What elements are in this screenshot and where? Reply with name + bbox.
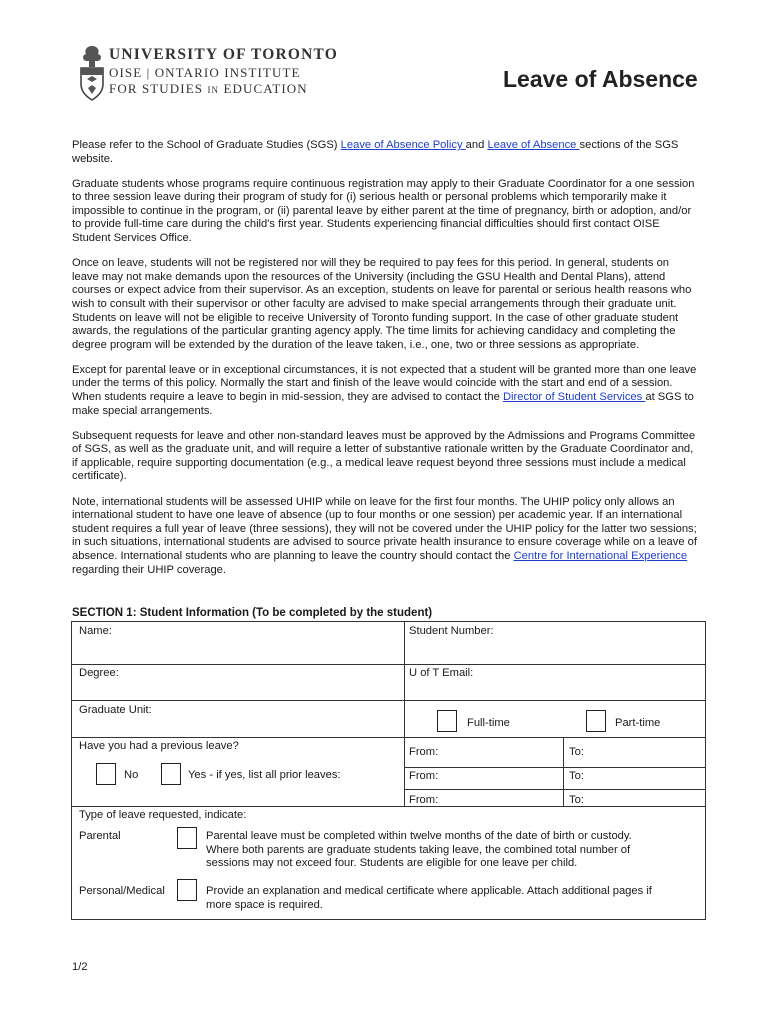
personal-medical-checkbox[interactable] [177, 879, 197, 901]
to-label: To: [569, 746, 584, 758]
director-student-services-link[interactable]: Director of Student Services [502, 391, 646, 403]
leave-policy-link[interactable]: Leave of Absence Policy [340, 139, 466, 151]
to-label: To: [569, 794, 584, 806]
instructions [72, 139, 698, 589]
on-leave-paragraph: Once on leave, students will not be registered nor will they be required to pay fees for this period. In general, students on leave may not make demands upon the resources of the University (including the GSU Health and Dental Plans), attend courses or expect advice from their supervisor. As an exception, students on leave for parental or serious health reasons who wish to consult with their supervisor or other faculty are advised to make special arrangements through their graduate unit. Students on leave will not be eligible to receive University of Toronto funding support. In the case of other graduate student awards, the regulations of the particular granting agency apply. The time limits for achieving candidacy and completing the degree program will be extended by the duration of the leave taken, i.e., one, two or three sessions as appropriate. [72, 257, 692, 351]
logo-institute-name: OISE | ONTARIO INSTITUTE [109, 65, 301, 80]
international-experience-link[interactable]: Centre for International Experience [513, 549, 688, 562]
crest-icon [79, 44, 105, 102]
student-number-label: Student Number: [409, 625, 494, 637]
exception-paragraph: Except for parental leave or in exceptional circumstances, it is not expected that a student will be granted more than one leave under the terms of this policy. Normally the start and finish of the leave would coincide with the start and end of a session. When students require a leave to begin in mid-session, they are advised to contact the Director of Student Services at SGS to make special arrangements. [72, 363, 697, 417]
logo-institute-name-2: FOR STUDIES IN EDUCATION [109, 81, 308, 96]
no-label: No [124, 769, 139, 781]
international-paragraph: Note, international students will be assessed UHIP while on leave for the first four months. The UHIP policy only allows an international student to have one leave of absence (up to four months or one session) per academic year. If an international student requires a full year of leave (three sessions), they will not be covered under the UHIP policy for the latter two sessions; in such situations, international students are advised to source private health insurance to ensure coverage while on a leave of absence. International students who are planning to leave the country should contact the Centre for International Experience regarding their UHIP coverage. [72, 495, 698, 576]
from-label: From: [409, 746, 439, 758]
fulltime-checkbox[interactable] [437, 710, 457, 732]
name-label: Name: [79, 625, 112, 637]
intro-paragraph: Please refer to the School of Graduate Studies (SGS) Leave of Absence Policy and Leave of Absence sections of the SGS website. [72, 139, 679, 165]
previous-leave-label: Have you had a previous leave? [79, 740, 239, 752]
from-label: From: [409, 794, 439, 806]
logo-university-name: UNIVERSITY OF TORONTO [109, 46, 339, 63]
subsequent-requests-paragraph: Subsequent requests for leave and other non-standard leaves must be approved by the Admissions and Programs Committee of SGS, as well as the graduate unit, and will require a letter of substantive rationale written by the Graduate Coordinator and, if applicable, require supporting documentation (e.g., a medical leave request beyond three sessions must include a medical certificate). [72, 429, 696, 483]
parental-note: Parental leave must be completed within twelve months of the date of birth or custody. Where both parents are graduate students taking leave, the combined total number of sessions may not exceed four. Students are eligible for one leave per child. [206, 830, 632, 870]
parttime-checkbox[interactable] [586, 710, 606, 732]
from-label: From: [409, 770, 439, 782]
personal-medical-label: Personal/Medical [79, 885, 165, 897]
yes-label: Yes - if yes, list all prior leaves: [188, 769, 341, 781]
oise-logo [79, 44, 339, 104]
leave-of-absence-link[interactable]: Leave of Absence [487, 139, 580, 151]
no-checkbox[interactable] [96, 763, 116, 785]
page-number: 1/2 [72, 961, 88, 973]
parental-checkbox[interactable] [177, 827, 197, 849]
leave-type-label: Type of leave requested, indicate: [79, 809, 247, 821]
parental-label: Parental [79, 830, 121, 842]
graduate-unit-label: Graduate Unit: [79, 704, 152, 716]
eligibility-paragraph: Graduate students whose programs require continuous registration may apply to their Graduate Coordinator for a one session to three session leave during their program of study for (i) serious health or personal problems which temporarily make it impossible to continue in the program, or (ii) parental leave by either parent at the time of pregnancy, birth or adoption, and/or to provide full-time care during the child's first year. Students experiencing financial difficulties should first contact OISE Student Services Office. [72, 177, 695, 245]
fulltime-label: Full-time [467, 717, 510, 729]
parttime-label: Part-time [615, 717, 661, 729]
student-info-form [71, 621, 706, 920]
personal-medical-note: Provide an explanation and medical certificate where applicable. Attach additional pages if more space is required. [206, 885, 652, 911]
email-label: U of T Email: [409, 667, 474, 679]
section1-title: SECTION 1: Student Information (To be completed by the student) [72, 607, 433, 619]
to-label: To: [569, 770, 584, 782]
degree-label: Degree: [79, 667, 119, 679]
page-title: Leave of Absence [503, 66, 698, 92]
yes-checkbox[interactable] [161, 763, 181, 785]
